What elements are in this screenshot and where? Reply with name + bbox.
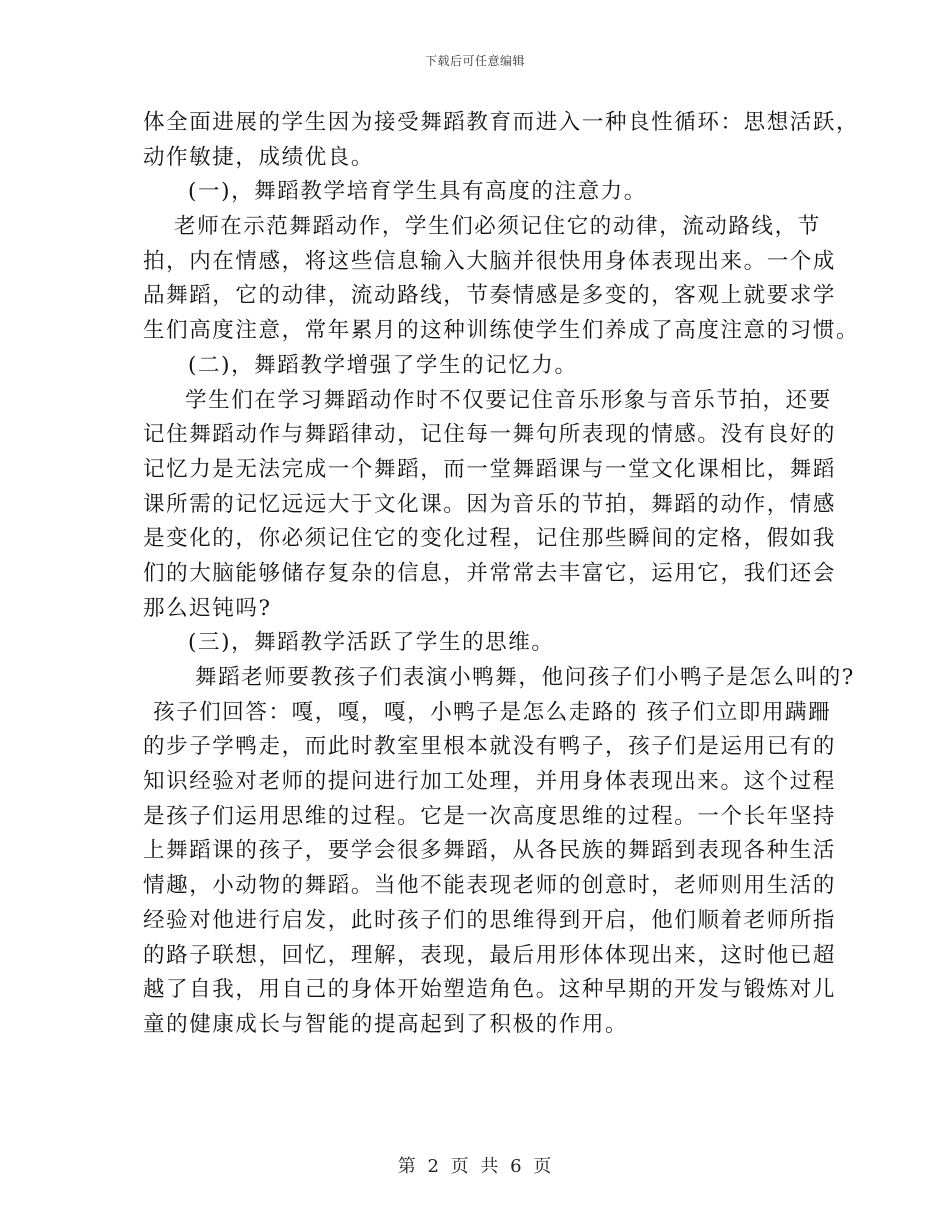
text-line: 记忆力是无法完成一个舞蹈，而一堂舞蹈课与一堂文化课相比，舞蹈 bbox=[143, 456, 837, 482]
text-line: (三)，舞蹈教学活跃了学生的思维。 bbox=[188, 630, 555, 656]
text-line: 越了自我，用自己的身体开始塑造角色。这种早期的开发与锻炼对儿 bbox=[143, 977, 837, 1003]
text-line: (二)，舞蹈教学增强了学生的记忆力。 bbox=[188, 352, 578, 378]
text-line: 孩子们回答：嘎，嘎，嘎，小鸭子是怎么走路的 孩子们立即用蹒跚 bbox=[153, 699, 832, 725]
text-line: 经验对他进行启发，此时孩子们的思维得到开启，他们顺着老师所指 bbox=[143, 907, 837, 933]
text-line: 课所需的记忆远远大于文化课。因为音乐的节拍，舞蹈的动作，情感 bbox=[143, 491, 837, 517]
text-line: 们的大脑能够储存复杂的信息，并常常去丰富它，运用它，我们还会 bbox=[143, 560, 837, 586]
text-line: 那么迟钝吗? bbox=[143, 595, 272, 621]
document-body bbox=[143, 106, 860, 1043]
text-line: 上舞蹈课的孩子，要学会很多舞蹈，从各民族的舞蹈到表现各种生活 bbox=[143, 838, 837, 864]
text-line: 是变化的，你必须记住它的变化过程，记住那些瞬间的定格，假如我 bbox=[143, 526, 837, 552]
text-line: 生们高度注意，常年累月的这种训练使学生们养成了高度注意的习惯。 bbox=[143, 318, 860, 344]
text-line: 的路子联想，回忆，理解，表现，最后用形体体现出来，这时他已超 bbox=[143, 942, 837, 968]
text-line: 老师在示范舞蹈动作，学生们必须记住它的动律，流动路线，节 bbox=[174, 214, 821, 240]
text-line: 是孩子们运用思维的过程。它是一次高度思维的过程。一个长年坚持 bbox=[143, 803, 837, 829]
page-header: 下载后可任意编辑 bbox=[424, 54, 525, 68]
text-line: 品舞蹈，它的动律，流动路线，节奏情感是多变的，客观上就要求学 bbox=[143, 283, 837, 309]
text-line: 体全面进展的学生因为接受舞蹈教育而进入一种良性循环：思想活跃， bbox=[143, 110, 860, 135]
text-line: 的步子学鸭走，而此时教室里根本就没有鸭子，孩子们是运用已有的 bbox=[143, 734, 837, 760]
text-line: 知识经验对老师的提问进行加工处理，并用身体表现出来。这个过程 bbox=[143, 769, 837, 795]
text-line: 舞蹈老师要教孩子们表演小鸭舞，他问孩子们小鸭子是怎么叫的? bbox=[195, 665, 855, 690]
page-number: 第 2 页 共 6 页 bbox=[397, 1156, 553, 1177]
text-line: (一)，舞蹈教学培育学生具有高度的注意力。 bbox=[188, 179, 647, 205]
text-line: 童的健康成长与智能的提高起到了积极的作用。 bbox=[143, 1011, 629, 1037]
text-line: 学生们在学习舞蹈动作时不仅要记住音乐形象与音乐节拍，还要 bbox=[185, 387, 832, 413]
text-line: 动作敏捷，成绩优良。 bbox=[143, 144, 375, 170]
text-line: 拍，内在情感，将这些信息输入大脑并很快用身体表现出来。一个成 bbox=[143, 248, 837, 274]
text-line: 记住舞蹈动作与舞蹈律动，记住每一舞句所表现的情感。没有良好的 bbox=[143, 422, 837, 448]
text-line: 情趣，小动物的舞蹈。当他不能表现老师的创意时，老师则用生活的 bbox=[143, 873, 837, 899]
